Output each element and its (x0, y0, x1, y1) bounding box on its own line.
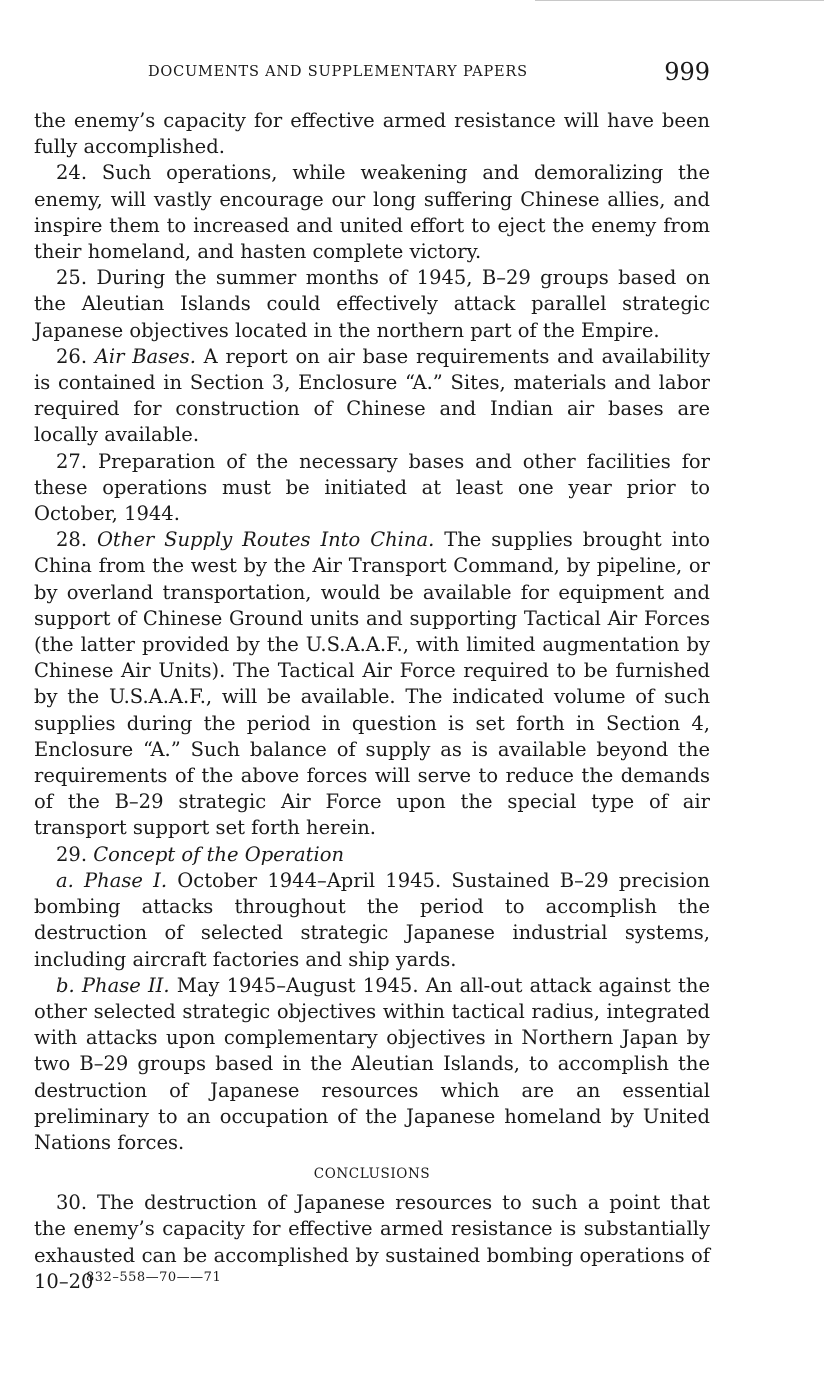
phase-2-label: b. Phase II. (56, 973, 170, 997)
paragraph-26-number: 26. (56, 344, 88, 368)
paragraph-26-title: Air Bases. (94, 344, 196, 368)
phase-1-label: a. Phase I. (56, 868, 168, 892)
conclusions-heading: CONCLUSIONS (313, 1166, 431, 1183)
paragraph-29-title: Concept of the Operation (93, 842, 345, 866)
paragraph-continuation: the enemy’s capacity for effective armed resistance will have been fully accomplished. (34, 109, 710, 159)
phase-1-text: October 1944–April 1945. Sustained B–29 precision bombing attacks throughout the period to accomplish the destruction of selected strategic Japanese industrial systems, including aircraft factories and ship yards. (34, 868, 710, 971)
paragraph-28 (34, 527, 710, 841)
paragraph-29-number: 29. (56, 842, 88, 866)
body-text (34, 108, 710, 1295)
paragraph-26 (34, 344, 710, 449)
paragraph-phase-1 (34, 868, 710, 973)
running-title: DOCUMENTS AND SUPPLEMENTARY PAPERS (148, 64, 528, 80)
paragraph-30: 30. The destruction of Japanese resources to such a point that the enemy’s capacity for effective armed resistance is substantially exhausted can be accomplished by sustained bombing operations of 10–20 (34, 1191, 710, 1293)
print-code: 832–558—70——71 (86, 1270, 222, 1285)
paragraph-27: 27. Preparation of the necessary bases and other facilities for these operations must be initiated at least one year prior to October, 1944. (34, 449, 710, 526)
phase-2-text: May 1945–August 1945. An all-out attack against the other selected strategic objectives within tactical radius, integrated with attacks upon complementary objectives in Northern Japan by two B–29 groups based in the Aleutian Islands, to accomplish the destruction of Japanese resources which are an essential preliminary to an occupation of the Japanese homeland by United Nations forces. (34, 973, 710, 1154)
paragraph-24: 24. Such operations, while weakening and demoralizing the enemy, will vastly encourage our long suffering Chinese allies, and inspire them to increased and united effort to eject the enemy from their homeland, and hasten complete victory. (34, 161, 710, 264)
paragraph-25: 25. During the summer months of 1945, B–29 groups based on the Aleutian Islands could effectively attack parallel strategic Japanese objectives located in the northern part of the Empire. (34, 266, 710, 342)
paragraph-28-number: 28. (56, 528, 88, 552)
paragraph-28-title: Other Supply Routes Into China. (96, 528, 435, 552)
paragraph-phase-2 (34, 973, 710, 1156)
page-number: 999 (664, 58, 710, 86)
page-header (34, 58, 710, 92)
top-rule (535, 0, 824, 1)
paragraph-28-text: The supplies brought into China from the west by the Air Transport Command, by pipeline, or by overland transportation, would be available for equipment and support of Chinese Ground units and supporting Tactical Air Forces (the latter provided by the U.S.A.A.F., with limited augmentation by Chinese Air Units). The Tactical Air Force required to be furnished by the U.S.A.A.F., will be available. The indicated volume of such supplies during the period in question is set forth in Section 4, Enclosure “A.” Such balance of supply as is available beyond the requirements of the above forces will serve to reduce the demands of the B–29 strategic Air Force upon the special type of air transport support set forth herein. (34, 528, 710, 840)
paragraph-26-text: A report on air base requirements and availability is contained in Section 3, Enclosure “A.” Sites, materials and labor required for construction of Chinese and Indian air bases are locally available. (34, 344, 710, 447)
paragraph-29 (34, 842, 710, 868)
